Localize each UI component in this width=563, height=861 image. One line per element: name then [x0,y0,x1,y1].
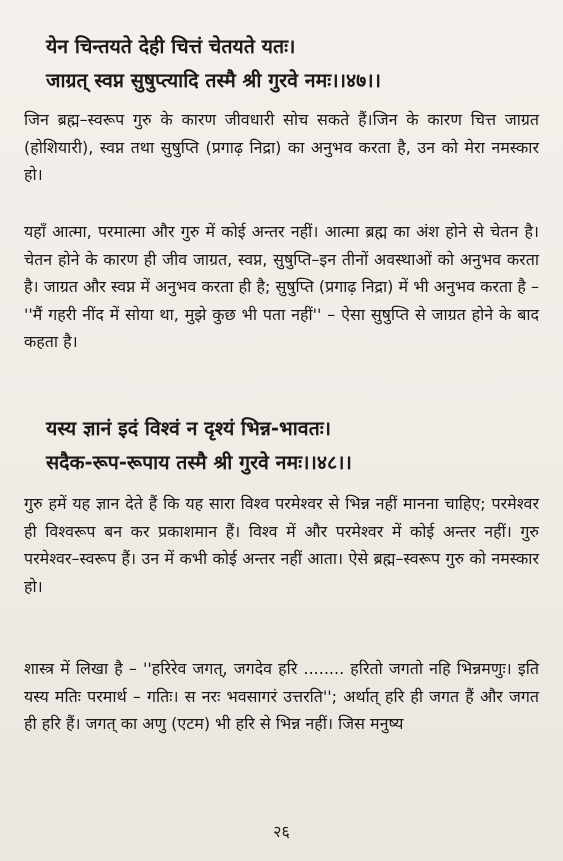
paragraph-1 [24,106,539,189]
paragraph-2-text: यहाँ आत्मा, परमात्मा और गुरु में कोई अन्तर नहीं। आत्मा ब्रह्म का अंश होने से चेतन है। चेतन होने के कारण ही जीव जाग्रत, स्वप्न, सुषुप्ति–इन तीनों अवस्थाओं को अनुभव करता है। जाग्रत और स्वप्न में अनुभव करता ही है; सुषुप्ति (प्रगाढ़ निद्रा) में भी अनुभव करता है – ''मैं गहरी नींद में सोया था, मुझे कुछ भी पता नहीं'' – ऐसा सुषुप्ति से जाग्रत होने के बाद कहता है। [24,222,539,351]
paragraph-4 [24,655,539,738]
verse-48-line-1: यस्य ज्ञानं इदं विश्वं न दृश्यं भिन्न-भावतः। [46,417,332,440]
page-number: २६ [273,822,290,841]
verse-47-line-2: जाग्रत् स्वप्न सुषुप्त्यादि तस्मै श्री गुरवे नमः।।४७।। [46,69,382,92]
paragraph-3 [24,490,539,600]
verse-47 [46,30,536,98]
paragraph-2 [24,218,539,356]
verse-47-line-1: येन चिन्तयते देही चित्तं चेतयते यतः। [46,35,296,58]
paragraph-1-text: जिन ब्रह्म–स्वरूप गुरु के कारण जीवधारी सोच सकते हैं।जिन के कारण चित्त जाग्रत (होशियारी), स्वप्न तथा सुषुप्ति (प्रगाढ़ निद्रा) का अनुभव करता है, उन को मेरा नमस्कार हो। [24,110,539,184]
verse-48-line-2: सदैक-रूप-रूपाय तस्मै श्री गुरवे नमः।।४८।। [46,451,352,474]
paragraph-3-text: गुरु हमें यह ज्ञान देते हैं कि यह सारा विश्व परमेश्वर से भिन्न नहीं मानना चाहिए; परमेश्वर ही विश्वरूप बन कर प्रकाशमान हैं। विश्व में और परमेश्वर में कोई अन्तर नहीं। गुरु परमेश्वर–स्वरूप हैं। उन में कभी कोई अन्तर नहीं आता। ऐसे ब्रह्म–स्वरूप गुरु को नमस्कार हो। [24,494,539,596]
paragraph-4-text: शास्त्र में लिखा है – ''हरिरेव जगत्, जगदेव हरि ........ हरितो जगतो नहि भिन्नमणुः। इति यस्य मतिः परमार्थ – गतिः। स नरः भवसागरं उत्तरति''; अर्थात् हरि ही जगत हैं और जगत ही हरि हैं। जगत् का अणु (एटम) भी हरि से भिन्न नहीं। जिस मनुष्य [24,659,539,733]
verse-48 [46,412,536,480]
